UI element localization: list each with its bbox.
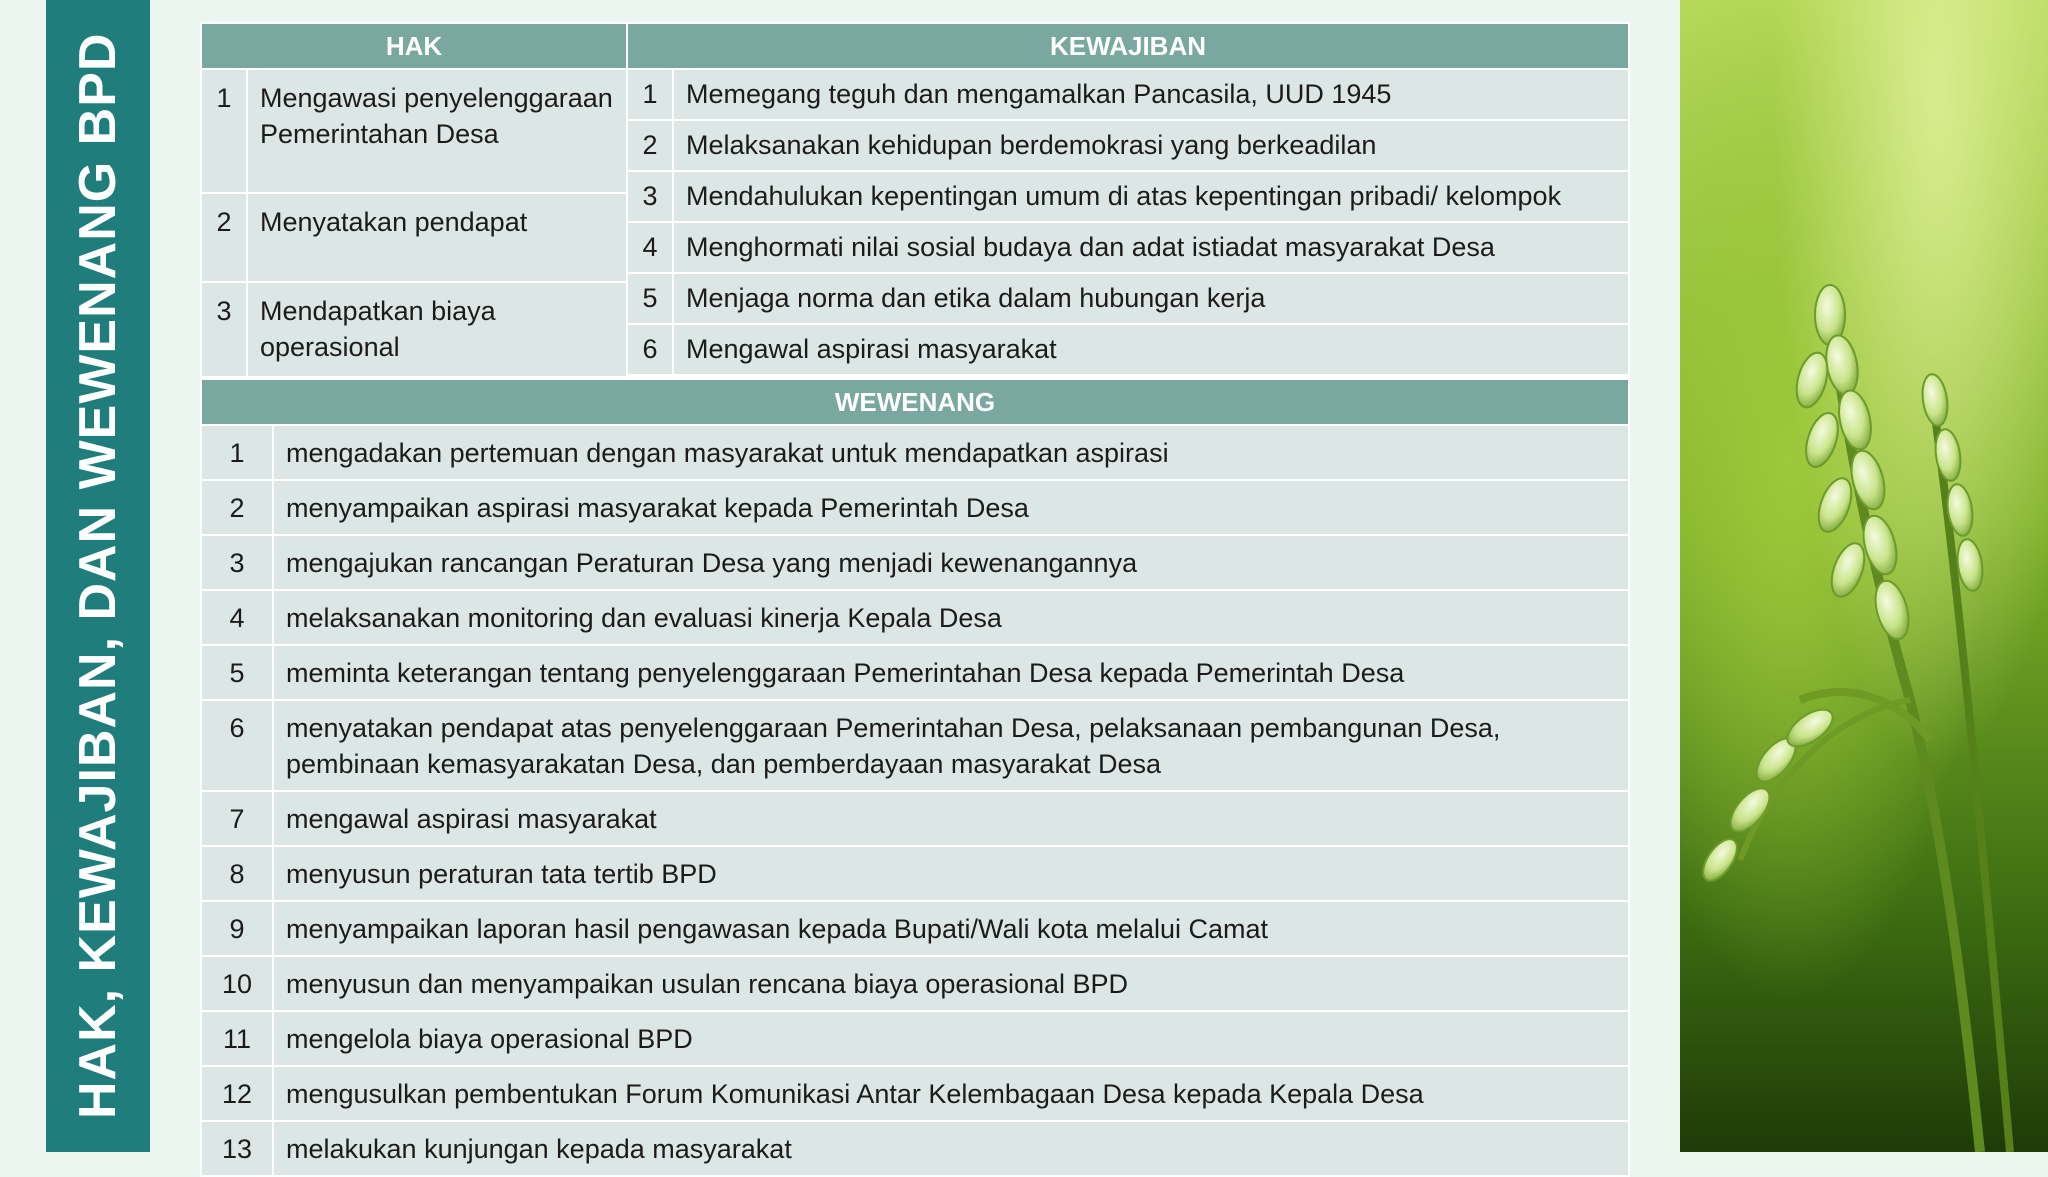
row-number: 10 [202,957,272,1010]
kewajiban-text: Melaksanakan kehidupan berdemokrasi yang berkeadilan [674,121,1628,170]
hak-header: HAK [202,24,626,68]
title-bar [46,0,150,1152]
wewenang-row [202,591,1628,644]
wewenang-text: mengadakan pertemuan dengan masyarakat untuk mendapatkan aspirasi [274,426,1628,479]
row-number: 4 [628,223,672,272]
kewajiban-row [628,121,1628,170]
row-number: 1 [202,426,272,479]
wewenang-row [202,902,1628,955]
kewajiban-row [628,274,1628,323]
wewenang-text: menyusun peraturan tata tertib BPD [274,847,1628,900]
wewenang-row [202,847,1628,900]
kewajiban-text: Mendahulukan kepentingan umum di atas kepentingan pribadi/ kelompok [674,172,1628,221]
row-number: 2 [202,481,272,534]
kewajiban-text: Menghormati nilai sosial budaya dan adat istiadat masyarakat Desa [674,223,1628,272]
row-number: 6 [628,325,672,374]
row-number: 12 [202,1067,272,1120]
kewajiban-list [628,70,1628,416]
rice-plant-icon [1680,0,2048,1152]
row-number: 2 [628,121,672,170]
wewenang-text: menyampaikan laporan hasil pengawasan kepada Bupati/Wali kota melalui Camat [274,902,1628,955]
hak-row [202,194,626,281]
wewenang-text: menyusun dan menyampaikan usulan rencana biaya operasional BPD [274,957,1628,1010]
wewenang-text: mengusulkan pembentukan Forum Komunikasi Antar Kelembagaan Desa kepada Kepala Desa [274,1067,1628,1120]
kewajiban-row [628,223,1628,272]
row-number: 8 [202,847,272,900]
row-number: 6 [202,701,272,790]
row-number: 1 [628,70,672,119]
wewenang-row [202,1122,1628,1175]
hak-row [202,70,626,192]
wewenang-text: mengajukan rancangan Peraturan Desa yang menjadi kewenangannya [274,536,1628,589]
hak-text: Menyatakan pendapat [248,194,626,281]
row-number: 4 [202,591,272,644]
row-number: 3 [202,283,246,376]
wewenang-text: melakukan kunjungan kepada masyarakat [274,1122,1628,1175]
wewenang-row [202,481,1628,534]
wewenang-row [202,536,1628,589]
kewajiban-text: Memegang teguh dan mengamalkan Pancasila, UUD 1945 [674,70,1628,119]
row-number: 7 [202,792,272,845]
wewenang-text: menyampaikan aspirasi masyarakat kepada Pemerintah Desa [274,481,1628,534]
hak-text: Mendapatkan biaya operasional [248,283,626,376]
wewenang-text: mengawal aspirasi masyarakat [274,792,1628,845]
wewenang-row [202,426,1628,479]
wewenang-row [202,792,1628,845]
row-number: 2 [202,194,246,281]
wewenang-row [202,701,1628,790]
wewenang-row [202,1012,1628,1065]
kewajiban-row [628,70,1628,119]
wewenang-text: meminta keterangan tentang penyelenggaraan Pemerintahan Desa kepada Pemerintah Desa [274,646,1628,699]
row-number: 3 [628,172,672,221]
wewenang-table [200,378,1630,1177]
slide-title: HAK, KEWAJIBAN, DAN WEWENANG BPD [69,32,127,1120]
row-number: 1 [202,70,246,192]
hak-text: Mengawasi penyelenggaraan Pemerintahan Desa [248,70,626,192]
hak-row [202,283,626,376]
row-number: 3 [202,536,272,589]
kewajiban-row [628,325,1628,374]
wewenang-row [202,957,1628,1010]
kewajiban-header: KEWAJIBAN [628,24,1628,68]
hak-kewajiban-table [200,22,1630,418]
wewenang-text: menyatakan pendapat atas penyelenggaraan Pemerintahan Desa, pelaksanaan pembangunan Desa, pembinaan kemasyarakatan Desa, dan pemberdayaan masyarakat Desa [274,701,1628,790]
wewenang-text: mengelola biaya operasional BPD [274,1012,1628,1065]
kewajiban-text: Mengawal aspirasi masyarakat [674,325,1628,374]
wewenang-header: WEWENANG [202,380,1628,424]
wewenang-row [202,646,1628,699]
kewajiban-text: Menjaga norma dan etika dalam hubungan kerja [674,274,1628,323]
row-number: 11 [202,1012,272,1065]
wewenang-text: melaksanakan monitoring dan evaluasi kinerja Kepala Desa [274,591,1628,644]
row-number: 5 [628,274,672,323]
row-number: 9 [202,902,272,955]
rice-plant-photo [1680,0,2048,1152]
row-number: 13 [202,1122,272,1175]
kewajiban-row [628,172,1628,221]
hak-list [202,70,626,416]
row-number: 5 [202,646,272,699]
wewenang-row [202,1067,1628,1120]
